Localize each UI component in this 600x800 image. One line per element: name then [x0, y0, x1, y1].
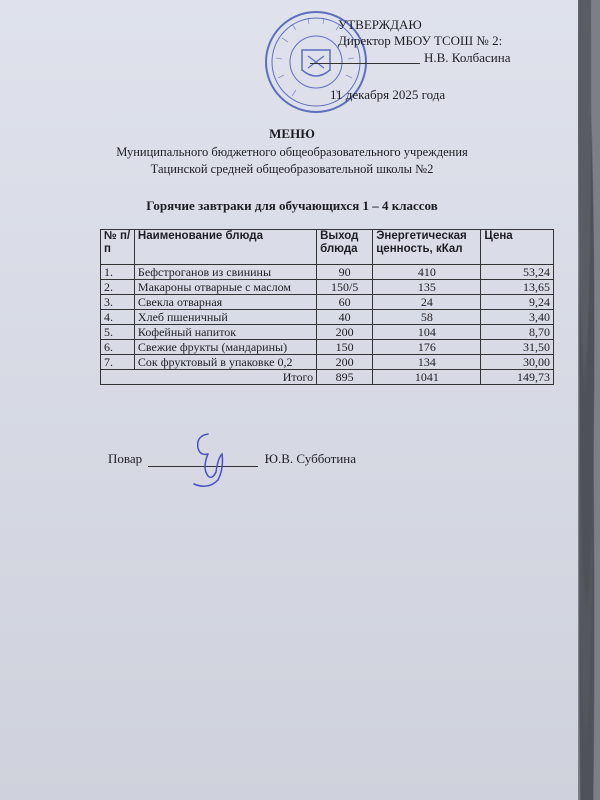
energy: 104 [373, 325, 481, 340]
portion: 200 [317, 325, 373, 340]
portion: 60 [317, 295, 373, 310]
price: 3,40 [481, 310, 554, 325]
header-dish: Наименование блюда [134, 230, 316, 265]
price: 30,00 [481, 355, 554, 370]
price: 9,24 [481, 295, 554, 310]
price: 53,24 [481, 265, 554, 280]
dish-name: Кофейный напиток [134, 325, 316, 340]
row-number: 5. [101, 325, 135, 340]
approval-heading: УТВЕРЖДАЮ [338, 17, 422, 32]
cook-name: Ю.В. Субботина [264, 451, 357, 466]
total-weight: 895 [317, 370, 373, 385]
energy: 410 [373, 265, 481, 280]
row-number: 6. [101, 340, 135, 355]
total-energy: 1041 [373, 370, 481, 385]
dish-name: Свежие фрукты (мандарины) [134, 340, 316, 355]
dish-name: Макароны отварные с маслом [134, 280, 316, 295]
portion: 200 [317, 355, 373, 370]
total-price: 149,73 [481, 370, 554, 385]
energy: 58 [373, 310, 481, 325]
header-price: Цена [481, 230, 554, 265]
energy: 135 [373, 280, 481, 295]
portion: 90 [317, 265, 373, 280]
table-row [101, 310, 554, 325]
price: 31,50 [481, 340, 554, 355]
handwritten-signature [178, 428, 238, 488]
menu-subtitle: Горячие завтраки для обучающихся 1 – 4 классов [146, 198, 438, 213]
row-number: 1. [101, 265, 135, 280]
energy: 176 [373, 340, 481, 355]
document-title: МЕНЮ [269, 126, 315, 141]
table-row [101, 325, 554, 340]
header-portion: Выход блюда [317, 230, 373, 265]
approval-name: Н.В. Колбасина [424, 50, 511, 65]
portion: 150 [317, 340, 373, 355]
price: 8,70 [481, 325, 554, 340]
approval-date: 11 декабря 2025 года [330, 87, 446, 102]
menu-table [100, 229, 554, 385]
approval-position: Директор МБОУ ТСОШ № 2: [338, 33, 503, 48]
dish-name: Сок фруктовый в упаковке 0,2 [134, 355, 316, 370]
row-number: 7. [101, 355, 135, 370]
total-label: Итого [101, 370, 317, 385]
total-row [101, 370, 554, 385]
approval-signature-line [310, 63, 420, 64]
torn-paper-edge [578, 0, 600, 800]
portion: 150/5 [317, 280, 373, 295]
table-row [101, 265, 554, 280]
table-row [101, 295, 554, 310]
organization-line-2: Тацинской средней общеобразовательной школы №2 [150, 162, 434, 176]
table-header-row [101, 230, 554, 265]
energy: 24 [373, 295, 481, 310]
cook-label: Повар [108, 451, 143, 466]
header-number: № п/п [101, 230, 135, 265]
energy: 134 [373, 355, 481, 370]
dish-name: Хлеб пшеничный [134, 310, 316, 325]
price: 13,65 [481, 280, 554, 295]
organization-line-1: Муниципального бюджетного общеобразовательного учреждения [116, 145, 468, 159]
portion: 40 [317, 310, 373, 325]
row-number: 4. [101, 310, 135, 325]
table-row [101, 355, 554, 370]
row-number: 3. [101, 295, 135, 310]
table-row [101, 280, 554, 295]
header-energy: Энергетическая ценность, кКал [373, 230, 481, 265]
row-number: 2. [101, 280, 135, 295]
dish-name: Свекла отварная [134, 295, 316, 310]
dish-name: Бефстроганов из свинины [134, 265, 316, 280]
table-row [101, 340, 554, 355]
